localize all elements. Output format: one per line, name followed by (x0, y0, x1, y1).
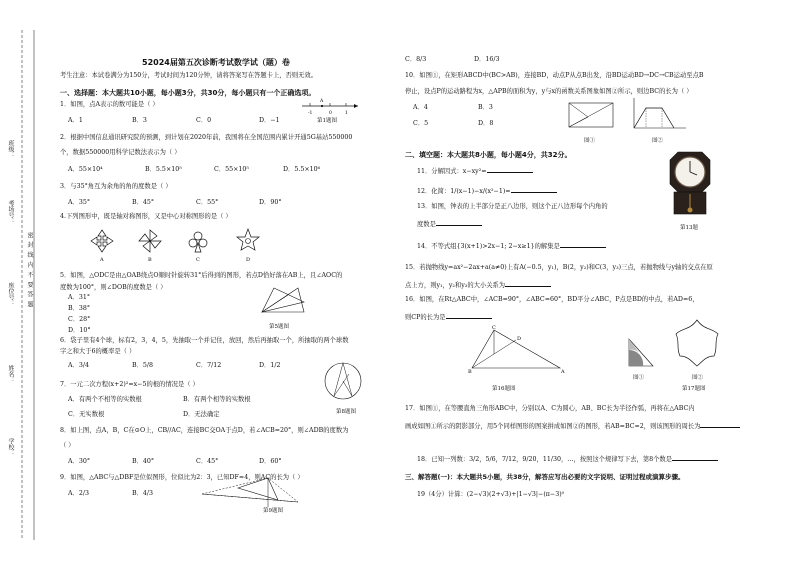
q5-caption: 第5题图 (269, 324, 289, 330)
q10-stem-line1: 10．如图①，在矩形ABCD中(BC>AB)，连接BD，动点P从点B出发，沿BD运动BD→DC→CB运动至点B (405, 72, 704, 79)
q19-stem: 19（4分）计算：(2−√3)(2+√3)+|1−√3|−(π−3)⁰ (417, 491, 565, 498)
school-label: 学校： (7, 438, 14, 456)
q1-option-d: D．−1 (259, 117, 280, 124)
shape-b-pinwheel-icon (139, 230, 161, 252)
q9-option-d: D．16/3 (474, 56, 500, 63)
q8-circle-figure (322, 360, 364, 402)
section-1-heading: 一、选择题：本大题共10小题，每小题3分，共30分，每小题只有一个正确选项。 (60, 89, 316, 97)
q10-stem-line2: 停止，设点P的运动路程为x，△APB的面积为y，y与x的函数关系图象如图②所示，则边BC的长为（ ） (405, 88, 693, 95)
q16-stem-line1: 16．如图，在Rt△ABC中，∠ACB=90°，∠ABC=60°，BD平分∠ABC，P点是BD的中点，若AD=6， (405, 296, 699, 303)
q17-fig2-caption: 图② (692, 375, 704, 381)
q17-caption: 第17题图 (682, 386, 706, 392)
q8-stem-line1: 8．如上图，点A，B，C在⊙O上，CB//AC，连接BC交OA于点D，若∠ACB=20°，则∠ADB的度数为 (60, 427, 349, 434)
q10-fig1-caption: 图① (584, 138, 596, 144)
q10-rectangle-figure (566, 100, 618, 134)
q16-stem-line2 (405, 312, 492, 322)
q7-option-c: C．无实数根 (68, 411, 105, 418)
q10-option-d: D．8 (478, 120, 494, 127)
q12-blank (511, 186, 557, 193)
q2-option-d: D．5.5×10⁶ (283, 166, 321, 173)
q2-option-a: A．55×10⁴ (68, 166, 103, 173)
q15-text: 点上方，则y₁，y₂和y₃的大小关系为 (405, 282, 506, 289)
tick-0: 0 (329, 111, 332, 116)
q12-text: 12．化简：1/(x−1)−x/(x²−1)= (417, 188, 511, 195)
q11-stem (417, 166, 533, 176)
q6-stem-line1: 6．袋子里有4个球，标有2，3，4，5，先抽取一个并记住，放回，然后再抽取一个，所抽取的两个球数 (60, 337, 349, 344)
name-label: 姓名： (7, 365, 14, 383)
q7-stem: 7．一元二次方程(x+2)²=x−5的根的情况是（ ） (60, 381, 199, 388)
seal-notice: 密 封 线 内 不 要 答 题 (26, 232, 33, 309)
q17-text: 画成如图①所示的阴影部分，用5个同样图形的图案拼成如图②的图形，若AB=BC=2，则该图形的周长为 (405, 423, 701, 430)
q15-blank (505, 280, 551, 287)
binding-lines (0, 0, 42, 562)
shape-a-arrow-cross-icon (91, 230, 113, 252)
section-2-heading: 二、填空题：本大题共8小题，每小题4分，共32分。 (405, 151, 572, 159)
q9-option-c: C．8/3 (405, 56, 427, 63)
q8-stem-line2: （ ） (60, 442, 75, 449)
q1-option-a: A．1 (68, 117, 83, 124)
tick-1: 1 (345, 111, 348, 116)
q3-option-a: A．35° (68, 199, 91, 206)
shape-d-star-icon (237, 229, 259, 250)
q13-stem-line1: 13．如图，钟表的上半部分是正八边形，则这个正八边形每个内角的 (417, 203, 608, 210)
q10-graph-figure (628, 96, 688, 134)
q3-stem: 3．与35°角互为余角的角的度数是（ ） (60, 183, 172, 190)
q16-triangle-figure (468, 326, 568, 374)
q13-caption: 第13题 (680, 225, 698, 231)
svg-text:D: D (517, 336, 522, 342)
q10-option-b: B．3 (478, 104, 493, 111)
q4-label-d: D (246, 257, 251, 263)
binding-margin (0, 0, 42, 562)
q17-stem-line1: 17．如图①，在等腰直角三角形ABC中，分别以A、C为圆心，AB、BC长为半径作弧，再将在△ABC内 (405, 405, 695, 412)
q4-label-c: C (196, 257, 200, 263)
q7-option-a: A．有两个不相等的实数根 (68, 396, 142, 403)
q1-caption: 第1题图 (317, 118, 337, 124)
q9-option-b: B．4/3 (132, 490, 154, 497)
q18-blank (672, 454, 718, 461)
q14-blank (560, 241, 606, 248)
q13-text: 度数是 (417, 221, 436, 228)
q10-option-c: C．5 (413, 120, 429, 127)
q3-option-b: B．45° (132, 199, 155, 206)
q4-label-a: A (100, 257, 104, 263)
q2-option-b: B．5.5×10⁵ (145, 166, 182, 173)
section-3-heading: 三、解答题(一)：本大题共5小题，共38分，解答应写出必要的文字说明、证明过程或演算步骤。 (405, 473, 685, 481)
q5-stem-line1: 5．如图，△ODC是由△OAB绕点O顺时针旋转31°后得到的图形，若点D恰好落在AB上，且∠AOC的 (60, 272, 343, 279)
q8-option-b: B．40° (132, 458, 155, 465)
q6-option-d: D．1/2 (259, 362, 281, 369)
q8-caption: 第8题图 (336, 409, 356, 415)
tick-a: A (320, 99, 324, 104)
q7-option-b: B．有两个相等的实数根 (183, 396, 251, 403)
q9-figure (198, 474, 308, 508)
q17-fig1 (626, 336, 656, 370)
svg-text:C: C (492, 325, 496, 331)
q5-figure (258, 284, 310, 318)
q2-stem-line2: 个，数据550000用科学记数法表示为（ ） (60, 149, 181, 156)
q13-blank (436, 219, 482, 226)
q18-text: 18．已知一列数：3/2，5/6，7/12，9/20，11/30，…，按照这个规律写下去，第8个数是 (417, 456, 673, 463)
q13-stem-line2 (417, 219, 482, 229)
q16-caption: 第16题图 (492, 386, 516, 392)
svg-text:B: B (468, 369, 472, 375)
q11-text: 11．分解因式：x−xy²= (417, 168, 487, 175)
q10-fig2-caption: 图② (652, 138, 664, 144)
q4-shapes (90, 228, 270, 263)
svg-text:A: A (561, 369, 565, 375)
clock-figure (668, 150, 712, 220)
q14-stem (417, 241, 606, 251)
q6-option-b: B．5/8 (132, 362, 154, 369)
page-title: 52024届第五次诊断考试数学试（题）卷 (142, 58, 290, 67)
q5-option-c: C．28° (68, 316, 91, 323)
q5-option-b: B．38° (68, 305, 91, 312)
q18-stem (417, 454, 718, 464)
seat-label: 座位号： (7, 282, 14, 306)
q2-option-c: C．55×10⁵ (214, 166, 249, 173)
q1-stem: 1．如图，点A表示的数可能是（ ） (60, 101, 159, 108)
shape-c-club-icon (189, 232, 207, 252)
q6-option-c: C．7/12 (196, 362, 222, 369)
number-line-figure (300, 96, 360, 116)
q4-label-b: B (148, 257, 152, 263)
q15-stem-line1: 15．若抛物线y=ax²−2ax+a(a≠0)上有A(−0.5，y₁)，B(2，y₂)和C(3，y₃)三点，若抛物线与y轴的交点在原 (405, 264, 713, 271)
q3-option-c: C．55° (196, 199, 219, 206)
q12-stem (417, 186, 557, 196)
q6-option-a: A．3/4 (68, 362, 89, 369)
q15-stem-line2 (405, 280, 551, 290)
q16-blank (446, 312, 492, 319)
q10-option-a: A．4 (413, 104, 428, 111)
class-label: 班级： (7, 140, 14, 158)
q7-option-d: D．无法确定 (183, 411, 220, 418)
q9-caption: 第9题图 (263, 508, 283, 514)
exam-notice: 考生注意：本试卷满分为150分，考试时间为120分钟，请将答案写在答题卡上，否则无效。 (60, 72, 318, 79)
q3-option-d: D．90° (259, 199, 282, 206)
tick-neg1: -1 (308, 111, 313, 116)
q17-blank (700, 421, 740, 428)
q2-stem-line1: 2．根据中国信息通讯研究院的预测，到计划在2020年前，我国将在全国范围内累计开通5G基站550000 (60, 134, 353, 141)
q9-stem: 9．如图，△ABC与△DBF是位似图形，位似比为2：3，已知DF=4，则AC的长为（ ） (60, 474, 304, 481)
q5-option-a: A．31° (68, 294, 91, 301)
q4-stem: 4.下列图形中，既是轴对称图形，又是中心对称图形的是（ ） (60, 213, 232, 220)
q11-blank (487, 166, 533, 173)
q8-option-a: A．30° (68, 458, 91, 465)
q16-text: 则CP的长为是 (405, 314, 446, 321)
q17-flower-figure (674, 318, 720, 368)
q8-option-c: C．45° (196, 458, 219, 465)
q1-option-b: B．3 (132, 117, 147, 124)
q8-option-d: D．60° (259, 458, 282, 465)
q9-option-a: A．2/3 (68, 490, 89, 497)
q14-text: 14．不等式组{3(x+1)>2x−1; 2−x≥1}的解集是 (417, 243, 560, 250)
q5-option-d: D．10° (68, 327, 91, 334)
q17-fig1-caption: 图① (633, 375, 645, 381)
q17-stem-line2 (405, 421, 740, 431)
q1-option-c: C．0 (196, 117, 212, 124)
exam-room-label: 考场号： (7, 200, 14, 224)
q5-stem-line2: 度数为100°，则∠DOB的度数是（ ） (60, 284, 167, 291)
q6-stem-line2: 字之和大于6的概率是（ ） (60, 348, 136, 355)
